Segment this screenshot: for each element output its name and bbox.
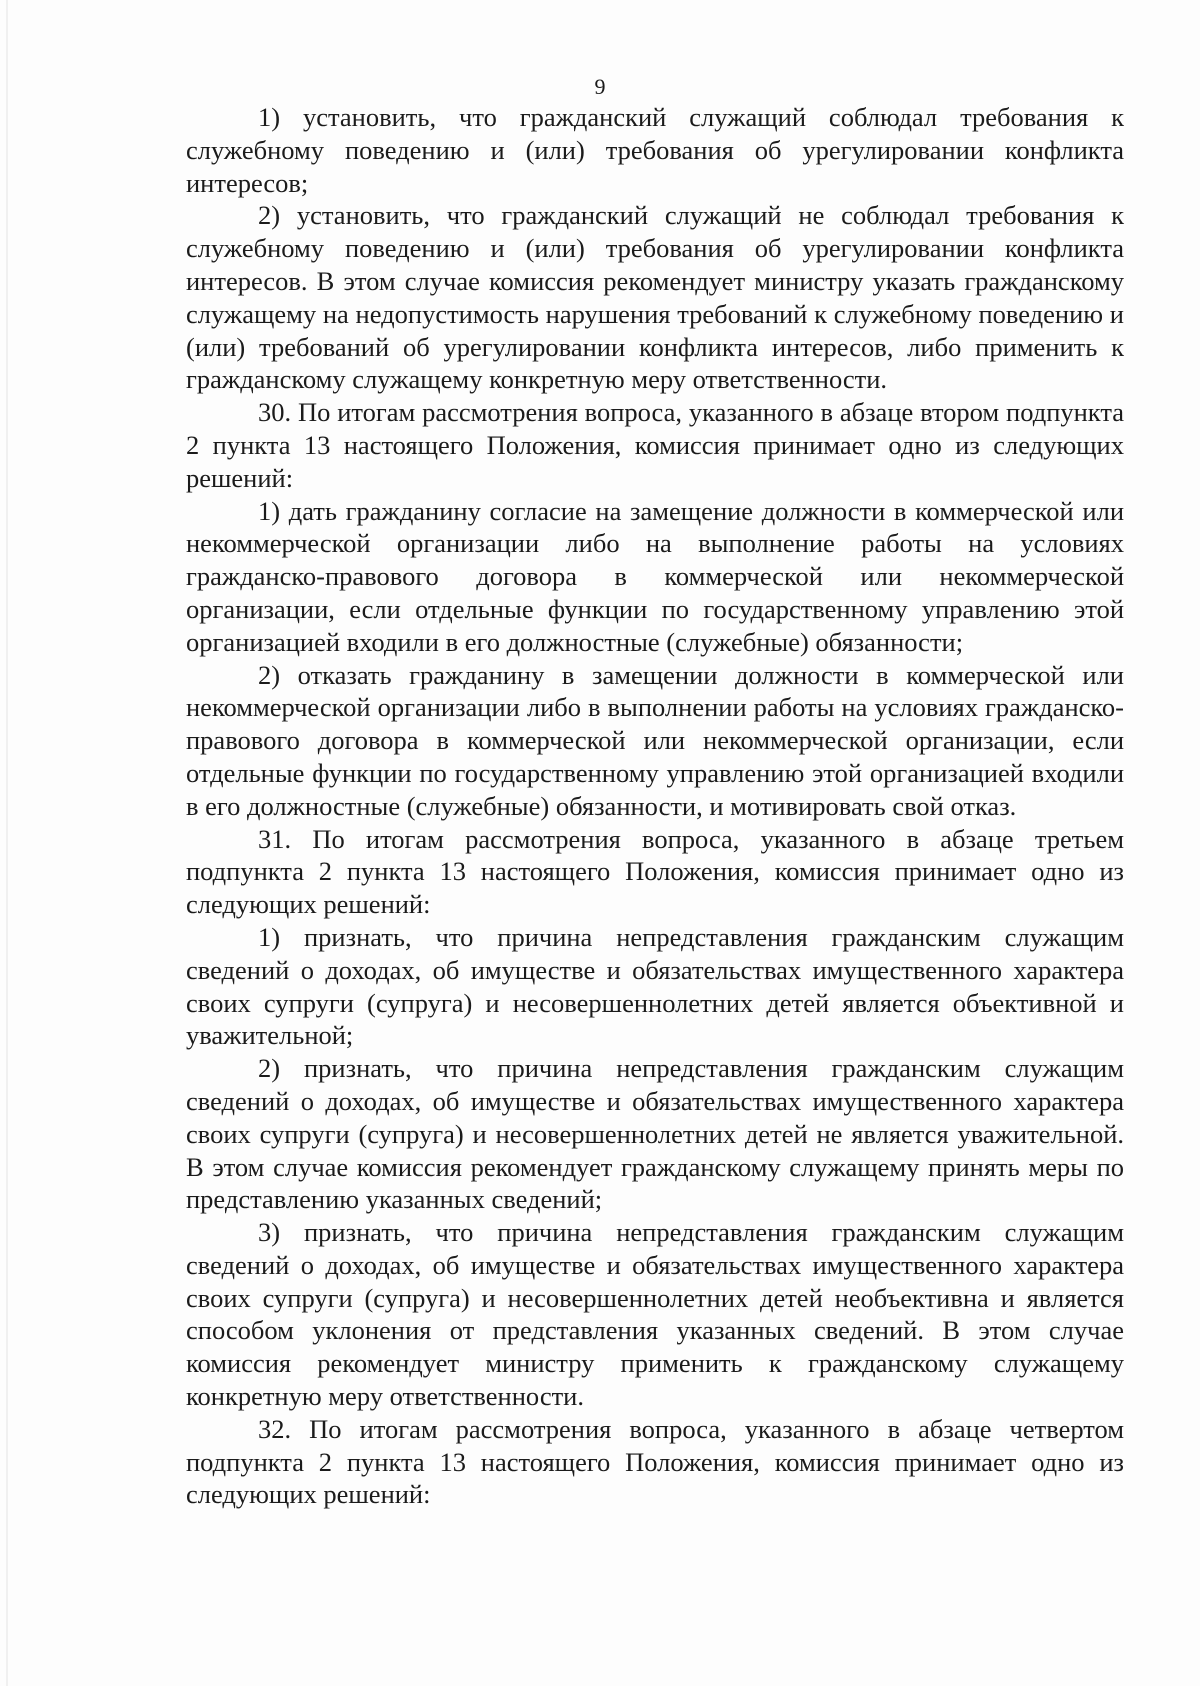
document-body <box>186 101 1124 1511</box>
paragraph-item-1-established-compliance: 1) установить, что гражданский служащий соблюдал требования к служебному поведению и (или) требования об урегулировании конфликта интересов; <box>186 102 1124 198</box>
paragraph-clause-30-item-2: 2) отказать гражданину в замещении должности в коммерческой или некоммерческой организации либо в выполнении работы на условиях гражданско-правового договора в коммерческой или некоммерческой организации, если отдельные функции по государственному управлению этой организацией входили в его должностные (служебные) обязанности, и мотивировать свой отказ. <box>186 659 1124 821</box>
paragraph-clause-32: 32. По итогам рассмотрения вопроса, указанного в абзаце четвертом подпункта 2 пункта 13 настоящего Положения, комиссия принимает одно из следующих решений: <box>186 1413 1124 1510</box>
paragraph-item-2-established-noncompliance: 2) установить, что гражданский служащий не соблюдал требования к служебному поведению и (или) требования об урегулировании конфликта интересов. В этом случае комиссия рекомендует министру указать гражданскому служащему на недопустимость нарушения требований к служебному поведению и (или) требований об урегулировании конфликта интересов, либо применить к гражданскому служащему конкретную меру ответственности. <box>186 200 1124 395</box>
scan-edge <box>6 0 8 1686</box>
paragraph-clause-31-item-1: 1) признать, что причина непредставления гражданским служащим сведений о доходах, об имуществе и обязательствах имущественного характера своих супруги (супруга) и несовершеннолетних детей является объективной и уважительной; <box>186 921 1124 1051</box>
paragraph-clause-30: 30. По итогам рассмотрения вопроса, указанного в абзаце втором подпункта 2 пункта 13 настоящего Положения, комиссия принимает одно из следующих решений: <box>186 397 1124 493</box>
page-number: 9 <box>594 74 606 99</box>
paragraph-clause-31-item-2: 2) признать, что причина непредставления гражданским служащим сведений о доходах, об имуществе и обязательствах имущественного характера своих супруги (супруга) и несовершеннолетних детей не является уважительной. В этом случае комиссия рекомендует гражданскому служащему принять меры по представлению указанных сведений; <box>186 1053 1124 1215</box>
paragraph-clause-31: 31. По итогам рассмотрения вопроса, указанного в абзаце третьем подпункта 2 пункта 13 настоящего Положения, комиссия принимает одно из следующих решений: <box>186 823 1124 920</box>
paragraph-clause-30-item-1: 1) дать гражданину согласие на замещение должности в коммерческой или некоммерческой организации либо на выполнение работы на условиях гражданско-правового договора в коммерческой или некоммерческой организации, если отдельные функции по государственному управлению этой организацией входили в его должностные (служебные) обязанности; <box>186 495 1124 657</box>
paragraph-clause-31-item-3: 3) признать, что причина непредставления гражданским служащим сведений о доходах, об имуществе и обязательствах имущественного характера своих супруги (супруга) и несовершеннолетних детей необъективна и является способом уклонения от представления указанных сведений. В этом случае комиссия рекомендует министру применить к гражданскому служащему конкретную меру ответственности. <box>186 1217 1124 1412</box>
